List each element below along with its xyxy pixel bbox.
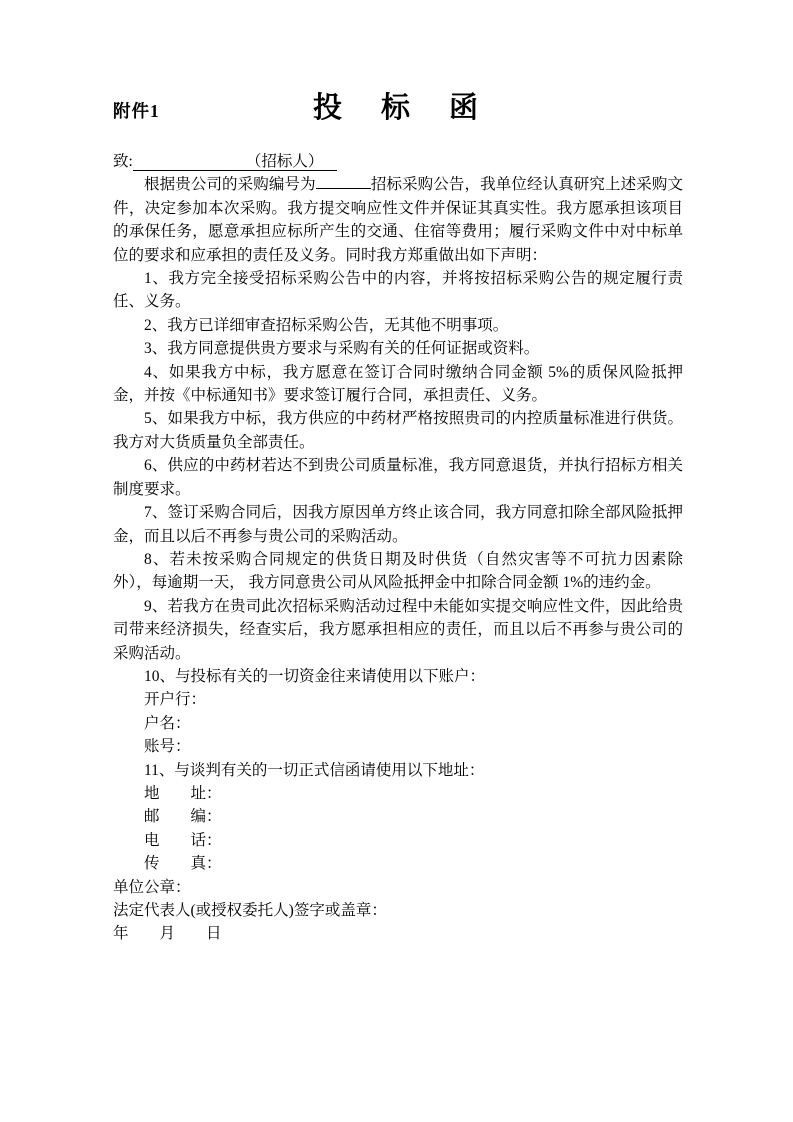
- clause-8: 8、若未按采购合同规定的供货日期及时供货（自然灾害等不可抗力因素除外），每逾期一天， 我方同意贵公司从风险抵押金中扣除合同金额 1%的违约金。: [113, 550, 683, 592]
- salutation-prefix: 致:: [113, 153, 133, 170]
- company-seal-label: 单位公章：: [113, 878, 191, 896]
- clause-9: 9、若我方在贵司此次招标采购活动过程中未能如实提交响应性文件，因此给贵司带来经济损失，经查实后，我方愿承担相应的责任，而且以后不再参与贵公司的采购活动。: [113, 597, 683, 662]
- clause-6: 6、供应的中药材若达不到贵公司质量标准，我方同意退货，并执行招标方相关制度要求。: [113, 457, 683, 498]
- intro-paragraph: [113, 173, 683, 267]
- recipient-underline: [133, 153, 338, 171]
- document-header: [113, 90, 683, 126]
- address-field-label: 地 址：: [144, 784, 222, 802]
- clause-3: 3、我方同意提供贵方要求与采购有关的任何证据或资料。: [144, 340, 540, 358]
- account-number-field-label: 账号：: [144, 738, 191, 756]
- clause-10: 10、与投标有关的一切资金往来请使用以下账户：: [144, 667, 486, 685]
- legal-representative-signature-label: 法定代表人(或授权委托人)签字或盖章：: [113, 902, 387, 919]
- clause-2: 2、我方已详细审查招标采购公告，无其他不明事项。: [144, 316, 509, 334]
- fax-field-label: 传 真：: [144, 855, 222, 873]
- document-body: [113, 150, 683, 946]
- procurement-number-blank-field[interactable]: [316, 174, 371, 189]
- bank-field-label: 开户行：: [144, 691, 207, 709]
- clause-11: 11、与谈判有关的一切正式信函请使用以下地址：: [144, 761, 485, 779]
- postcode-field-label: 邮 编：: [144, 808, 222, 826]
- account-name-field-label: 户名：: [144, 714, 191, 732]
- attachment-label: 附件1: [113, 101, 160, 121]
- document-title: 投 标 函: [312, 92, 483, 124]
- date-label: 年 月 日: [113, 925, 222, 943]
- clause-7: 7、签订采购合同后，因我方原因单方终止该合同，我方同意扣除全部风险抵押金，而且以后不再参与贵公司的采购活动。: [113, 504, 683, 545]
- intro-before-blank: 根据贵公司的采购编号为: [144, 176, 316, 194]
- recipient-blank-field[interactable]: [133, 151, 246, 166]
- clause-4: 4、如果我方中标，我方愿意在签订合同时缴纳合同金额 5%的质保风险抵押金，并按《中标通知书》要求签订履行合同，承担责任、义务。: [113, 363, 683, 405]
- clause-1: 1、我方完全接受招标采购公告中的内容，并将按招标采购公告的规定履行责任、义务。: [113, 270, 683, 311]
- clause-5: 5、如果我方中标，我方供应的中药材严格按照贵司的内控质量标准进行供货。我方对大货质量负全部责任。: [113, 410, 683, 451]
- salutation-line: [113, 150, 683, 173]
- intro-after-blank: 招标采购公告，我单位经认真研究上述采购文件，决定参加本次采购。我方提交响应性文件并保证其真实性。我方愿承担该项目的承保任务，愿意承担应标所产生的交通、住宿等费用；履行采购文件中对中标单位的要求和应承担的责任及义务。同时我方郑重做出如下声明：: [113, 176, 683, 264]
- recipient-hint: （招标人）: [245, 153, 324, 170]
- phone-field-label: 电 话：: [144, 831, 222, 849]
